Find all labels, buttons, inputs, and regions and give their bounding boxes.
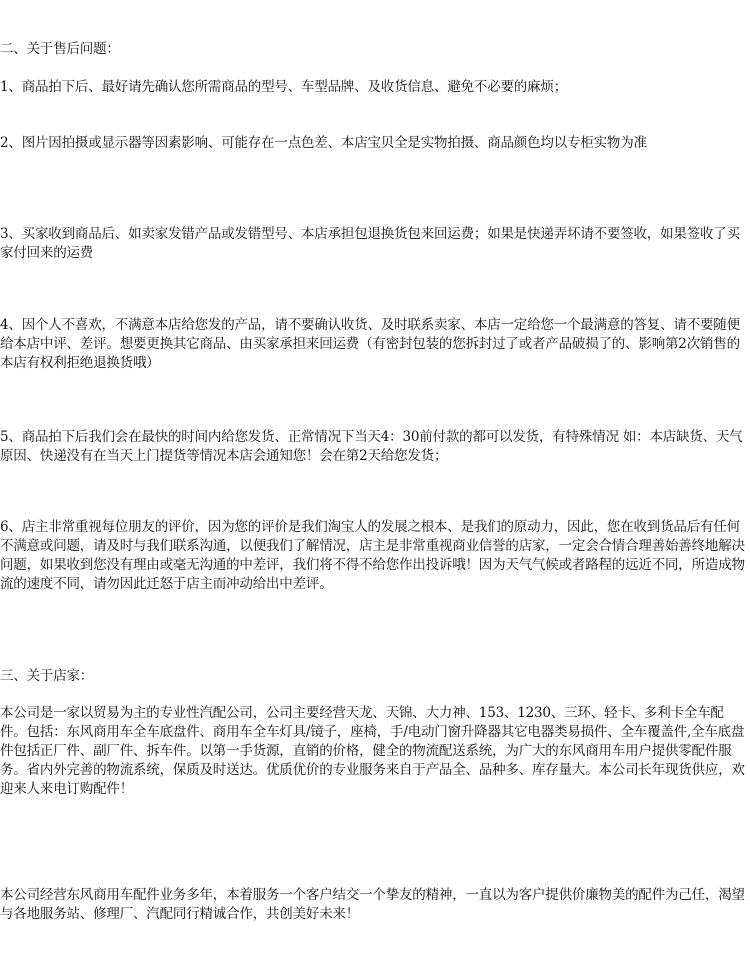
- after-sales-item-3: 3、买家收到商品后、如卖家发错产品或发错型号、本店承担包退换货包来回运费；如果是快递弄坏请不要签收，如果签收了买家付回来的运费: [0, 226, 740, 261]
- section-title-after-sales: 二、关于售后问题：: [0, 41, 120, 57]
- after-sales-item-1: 1、商品拍下后、最好请先确认您所需商品的型号、车型品牌、及收货信息、避免不必要的麻烦；: [0, 79, 567, 95]
- store-paragraph-1: 本公司是一家以贸易为主的专业性汽配公司，公司主要经营天龙、天锦、大力神、153、1230、三环、轻卡、多利卡全车配件。包括：东风商用车全车底盘件、商用车全车灯具/镜子，座椅，手/电动门窗升降器其它电器类易损件、全车覆盖件,全车底盘件包括正厂件、副厂件、拆车件。以第一手货源，直销的价格，健全的物流配送系统，为广大的东风商用车用户提供零配件服务。省内外完善的物流系统，保质及时送达。优质优价的专业服务来自于产品全、品种多、库存量大。本公司长年现货供应，欢迎来人来电订购配件！: [0, 705, 745, 797]
- store-paragraph-2: 本公司经营东风商用车配件业务多年，本着服务一个客户结交一个挚友的精神，一直以为客户提供价廉物美的配件为己任，渴望与各地服务站、修理厂、汽配同行精诚合作，共创美好未来！: [0, 887, 745, 922]
- after-sales-item-5: 5、商品拍下后我们会在最快的时间内给您发货、正常情况下当天4：30前付款的都可以发货，有特殊情况 如：本店缺货、天气原因、快递没有在当天上门提货等情况本店会通知您！会在第2天给您发货；: [0, 429, 743, 464]
- after-sales-item-2: 2、图片因拍摄或显示器等因素影响、可能存在一点色差、本店宝贝全是实物拍摄、商品颜色均以专柜实物为准: [0, 135, 647, 151]
- after-sales-item-4: 4、因个人不喜欢，不满意本店给您发的产品，请不要确认收货、及时联系卖家、本店一定给您一个最满意的答复、请不要随便给本店中评、差评。想要更换其它商品、由买家承担来回运费（有密封包装的您拆封过了或者产品破损了的、影响第2次销售的本店有权利拒绝退换货哦）: [0, 317, 740, 371]
- section-title-store: 三、关于店家：: [0, 668, 94, 684]
- after-sales-item-6: 6、店主非常重视每位朋友的评价，因为您的评价是我们淘宝人的发展之根本、是我们的原动力，因此，您在收到货品后有任何不满意或问题，请及时与我们联系沟通，以便我们了解情况，店主是非常重视商业信誉的店家，一定会合情合理善始善终地解决问题，如果收到您没有理由或毫无沟通的中差评，我们将不得不给您作出投诉哦！因为天气气候或者路程的远近不同，所造成物流的速度不同，请勿因此迁怒于店主而冲动给出中差评。: [0, 519, 745, 592]
